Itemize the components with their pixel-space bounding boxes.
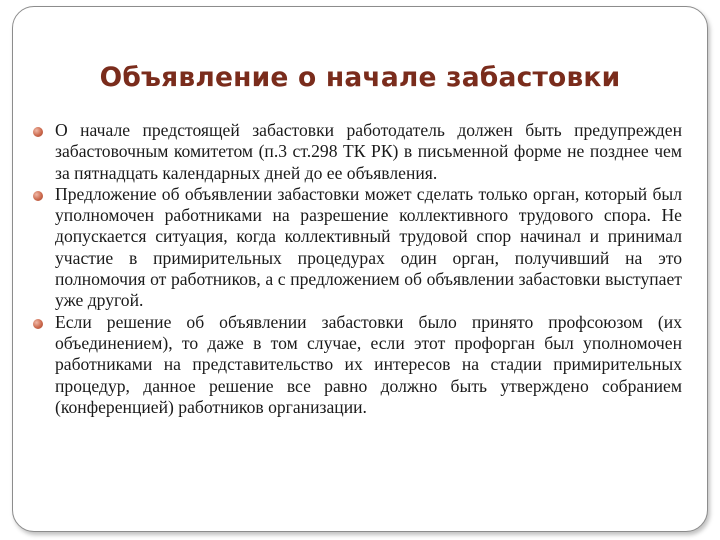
bullet-text: О начале предстоящей забастовки работодатель должен быть предупрежден забастовочным комитетом (п.3 ст.298 ТК РК) в письменной форме не позднее чем за пятнадцать календарных дней до ее объявления.: [55, 120, 682, 183]
bullet-dot-icon: [33, 191, 43, 201]
bullet-dot-icon: [33, 319, 43, 329]
bullet-text: Если решение об объявлении забастовки было принято профсоюзом (их объединением), то даже в том случае, если этот профорган был уполномочен работниками на представительство их интересов на стадии примирительных процедур, данное решение все равно должно быть утверждено собранием (конференцией) работников организации.: [55, 311, 682, 417]
bullet-item: [32, 184, 682, 312]
bullet-dot-icon: [33, 127, 43, 137]
bullet-text: Предложение об объявлении забастовки может сделать только орган, который был уполномочен работниками на разрешение коллективного трудового спора. Не допускается ситуация, когда коллективный трудовой спор начинал и принимал участие в примирительных процедурах один орган, получивший на это полномочия от работников, а с предложением об объявлении забастовки выступает уже другой.: [55, 183, 682, 311]
bullet-list: [32, 120, 682, 418]
bullet-item: [32, 120, 682, 184]
bullet-item: [32, 312, 682, 418]
slide-title: Объявление о начале забастовки: [99, 62, 621, 93]
